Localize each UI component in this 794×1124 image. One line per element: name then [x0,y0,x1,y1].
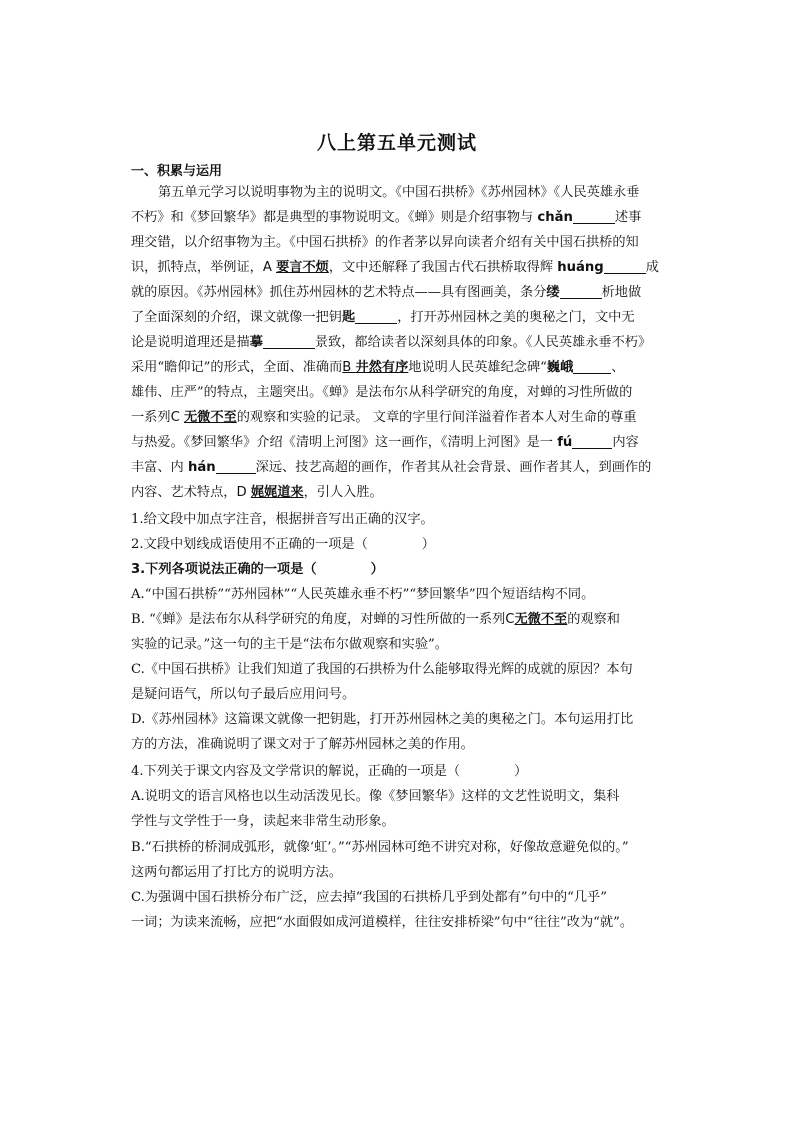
dotted-char: 摹 [249,335,263,350]
answer-blank[interactable] [573,359,611,374]
question-1: 1.给文段中加点字注音，根据拼音写出正确的汉字。 [131,512,434,527]
dotted-char: 巍峨 [546,360,574,375]
question-3: 3.下列各项说法正确的一项是（ ） [131,562,384,577]
option-a-cont: 学性与文学性于一身，读起来非常生动形象。 [131,814,395,829]
option-a: A.“中国石拱桥”“苏州园林”“人民英雄永垂不朽”“梦回繁华”四个短语结构不同。 [131,587,595,602]
underlined-idiom: 娓娓道来 [250,485,304,500]
para-line: 雄伟、庄严”的特点，主题突出。《蝉》是法布尔从科学研究的角度，对蝉的习性所做的 [131,385,633,400]
page-title: 八上第五单元测试 [316,132,477,154]
para-line: 理交错，以介绍事物为主。《中国石拱桥》的作者茅以昇向读者介绍有关中国石拱桥的知 [131,235,639,250]
answer-blank[interactable] [604,259,646,274]
option-a: A.说明文的语言风格也以生动活泼见长。像《梦回繁华》这样的文艺性说明文，集科 [131,789,620,804]
para-line: 了全面深刻的介绍，课文就像一把钥匙 ，打开苏州园林之美的奥秘之门，文中无 [131,310,635,325]
option-c: C.《中国石拱桥》让我们知道了我国的石拱桥为什么能够取得光辉的成就的原因？本句 [131,662,633,677]
answer-blank[interactable] [560,284,602,299]
para-line: 论是说明道理还是描摹 景致，都给读者以深刻具体的印象。《人民英雄永垂不朽》 [131,335,652,350]
underlined-idiom: 要言不烦 [276,260,329,275]
underlined-idiom: 无微不至 [183,410,237,425]
option-c-cont: 一词；为读来流畅，应把“水面假如成河道模样，往往安排桥梁”句中“往往”改为“就”。 [131,915,634,930]
question-4: 4.下列关于课文内容及文学常识的解说，正确的一项是（ ） [131,764,528,779]
option-b-cont: 实验的记录。”这一句的主干是“法布尔做观察和实验”。 [131,637,448,652]
answer-blank[interactable] [216,459,256,474]
option-b-cont: 这两句都运用了打比方的说明方法。 [131,865,342,880]
para-line: 不朽》和《梦回繁华》都是典型的事物说明文。《蝉》则是介绍事物与 chǎn 述事 [131,210,642,225]
para-line: 内容、艺术特点，D 娓娓道来，引人入胜。 [131,485,383,500]
answer-blank[interactable] [573,209,615,224]
para-line: 与热爱。《梦回繁华》介绍《清明上河图》这一画作，《清明上河图》是一 fú 内容 [131,435,639,450]
para-line: 识，抓特点，举例证，A 要言不烦，文中还解释了我国古代石拱桥取得辉 huáng 成 [131,260,659,275]
option-d-cont: 方的方法，准确说明了课文对于了解苏州园林之美的作用。 [131,737,474,752]
dotted-char: 匙 [342,310,356,325]
option-c: C.为强调中国石拱桥分布广泛，应去掉“我国的石拱桥几乎到处都有”句中的“几乎” [131,890,607,905]
option-b: B.“石拱桥的桥洞成弧形，就像‘虹’。”“苏州园林可绝不讲究对称，好像故意避免似的。” [131,840,629,855]
option-c-cont: 是疑问语气，所以句子最后应用问号。 [131,687,356,702]
underlined-idiom: 无微不至 [514,612,568,627]
para-line: 就的原因。《苏州园林》抓住苏州园林的艺术特点——具有图画美，条分缕 析地做 [131,285,642,300]
option-b: B. “《蝉》是法布尔从科学研究的角度，对蝉的习性所做的一系列C无微不至的观察和 [131,612,620,627]
para-line: 丰富、内 hán 深远、技艺高超的画作，作者其从社会背景、画作者其人，到画作的 [131,460,652,475]
question-2: 2.文段中划线成语使用不正确的一项是（ ） [131,537,435,552]
para-line: 采用“瞻仰记”的形式，全面、准确而B 井然有序地说明人民英雄纪念碑“巍峨 、 [131,360,625,375]
para-line: 第五单元学习以说明事物为主的说明文。《中国石拱桥》《苏州园林》《人民英雄永垂 [158,185,640,200]
option-d: D.《苏州园林》这篇课文就像一把钥匙，打开苏州园林之美的奥秘之门。本句运用打比 [131,712,634,727]
dotted-char: 缕 [546,285,560,300]
section-heading: 一、积累与运用 [131,164,223,179]
underlined-idiom: 井然有序 [355,360,409,375]
answer-blank[interactable] [572,434,612,449]
para-line: 一系列C 无微不至的观察和实验的记录。 文章的字里行间洋溢着作者本人对生命的尊重 [131,410,637,425]
answer-blank[interactable] [263,334,315,349]
answer-blank[interactable] [355,309,397,324]
